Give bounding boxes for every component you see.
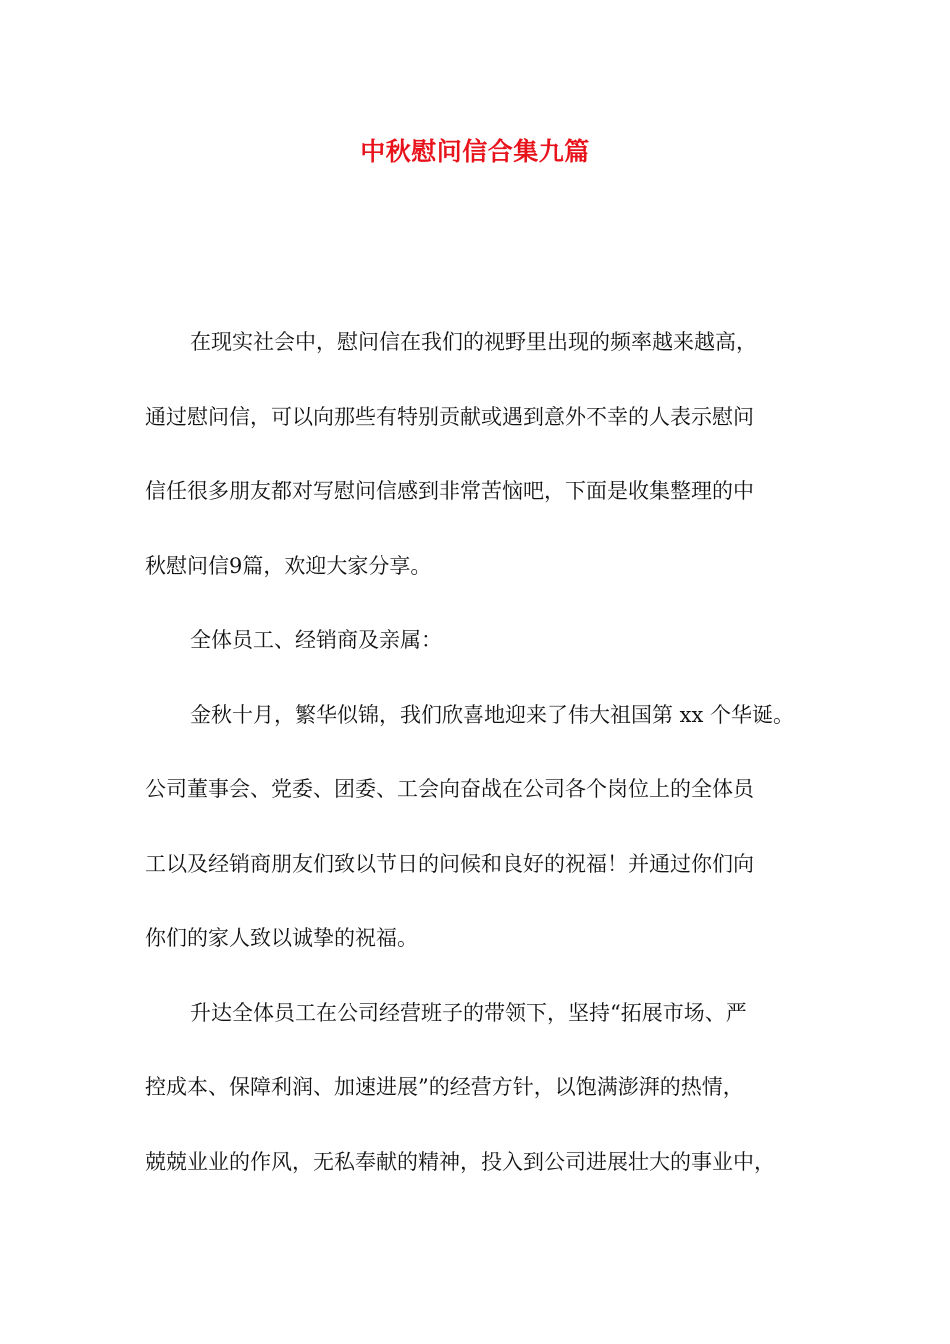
paragraph-line: 兢兢业业的作风，无私奉献的精神，投入到公司进展壮大的事业中，: [145, 1149, 775, 1174]
document-body: [145, 320, 810, 1214]
paragraph-line: 在现实社会中，慰问信在我们的视野里出现的频率越来越高，: [190, 330, 757, 354]
paragraph-line: 通过慰问信，可以向那些有特别贡献或遇到意外不幸的人表示慰问: [145, 404, 754, 429]
paragraph-line: 你们的家人致以诚挚的祝福。: [145, 926, 418, 950]
paragraph-line: 工以及经销商朋友们致以节日的问候和良好的祝福！并通过你们向: [145, 851, 754, 876]
salutation-line: 全体员工、经销商及亲属：: [190, 628, 442, 652]
paragraph-line: 升达全体员工在公司经营班子的带领下，坚持“拓展市场、严: [190, 1000, 747, 1025]
paragraph-line: 信任很多朋友都对写慰问信感到非常苦恼吧，下面是收集整理的中: [145, 479, 754, 503]
paragraph-line: 控成本、保障利润、加速进展”的经营方针，以饱满澎湃的热情，: [145, 1075, 744, 1099]
document-title: 中秋慰问信合集九篇: [360, 137, 590, 166]
paragraph-line: 公司董事会、党委、团委、工会向奋战在公司各个岗位上的全体员: [145, 777, 754, 801]
paragraph-line: 金秋十月，繁华似锦，我们欣喜地迎来了伟大祖国第 xx 个华诞。: [190, 702, 795, 727]
paragraph-line: 秋慰问信9篇，欢迎大家分享。: [145, 553, 432, 578]
